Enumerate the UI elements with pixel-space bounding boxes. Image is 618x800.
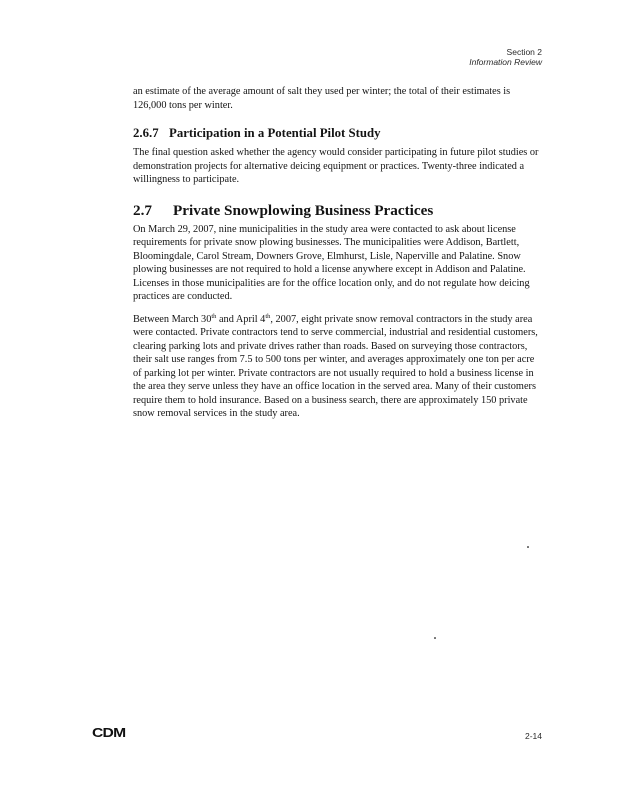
cdm-logo: CDM [92, 726, 126, 740]
scan-speck [527, 546, 529, 548]
para2-ordinal-2: th [265, 312, 271, 320]
paragraph-spacer [133, 304, 543, 313]
subsection-title: Participation in a Potential Pilot Study [169, 126, 381, 140]
intro-paragraph: an estimate of the average amount of salt they used per winter; the total of their estimates is 126,000 tons per winter. [133, 86, 511, 111]
subsection-paragraph: The final question asked whether the agency would consider participating in future pilot studies or demonstration projects for alternative deicing equipment or practices. Twenty-three indicated a willingness to participate. [133, 147, 539, 185]
subsection-number: 2.6.7 [133, 126, 159, 140]
para2-text-mid: and April 4 [216, 313, 266, 325]
section-paragraph-2 [133, 313, 543, 421]
section-number: 2.7 [133, 201, 152, 219]
section-paragraph-1: On March 29, 2007, nine municipalities in the study area were contacted to ask about license requirements for private snow plowing businesses. The municipalities were Addison, Bartlett, Bloomingdale, Carol Stream, Downers Grove, Elmhurst, Lisle, Naperville and Palatine. Snow plowing businesses are not required to hold a license anywhere except in Addison and Palatine. Licenses in those municipalities are for the office location only, and do not regulate how deicing practices are conducted. [133, 223, 530, 302]
subsection-heading [133, 126, 543, 141]
section-heading [133, 202, 543, 220]
para2-ordinal-1: th [211, 312, 217, 320]
running-header [469, 47, 542, 67]
page-number: 2-14 [524, 731, 542, 741]
header-subtitle: Information Review [469, 57, 542, 67]
body-content [133, 85, 543, 421]
scan-speck [434, 637, 436, 639]
header-section-label: Section 2 [506, 47, 542, 57]
para2-text-start: Between March 30 [133, 313, 212, 325]
section-title: Private Snowplowing Business Practices [173, 201, 434, 219]
para2-text-rest: , 2007, eight private snow removal contractors in the study area were contacted. Private contractors tend to serve commercial, industrial and residential customers, clearing parking lots and private drives rather than roads. Based on surveying those contractors, their salt use ranges from 7.5 to 500 tons per winter, and averages approximately one ton per acre of parking lot per winter. Private contractors are not usually required to hold a business license in the area they serve unless they have an office location in the served area. Many of their customers require them to hold insurance. Based on a business search, there are approximately 150 private snow removal services in the study area. [133, 313, 538, 419]
